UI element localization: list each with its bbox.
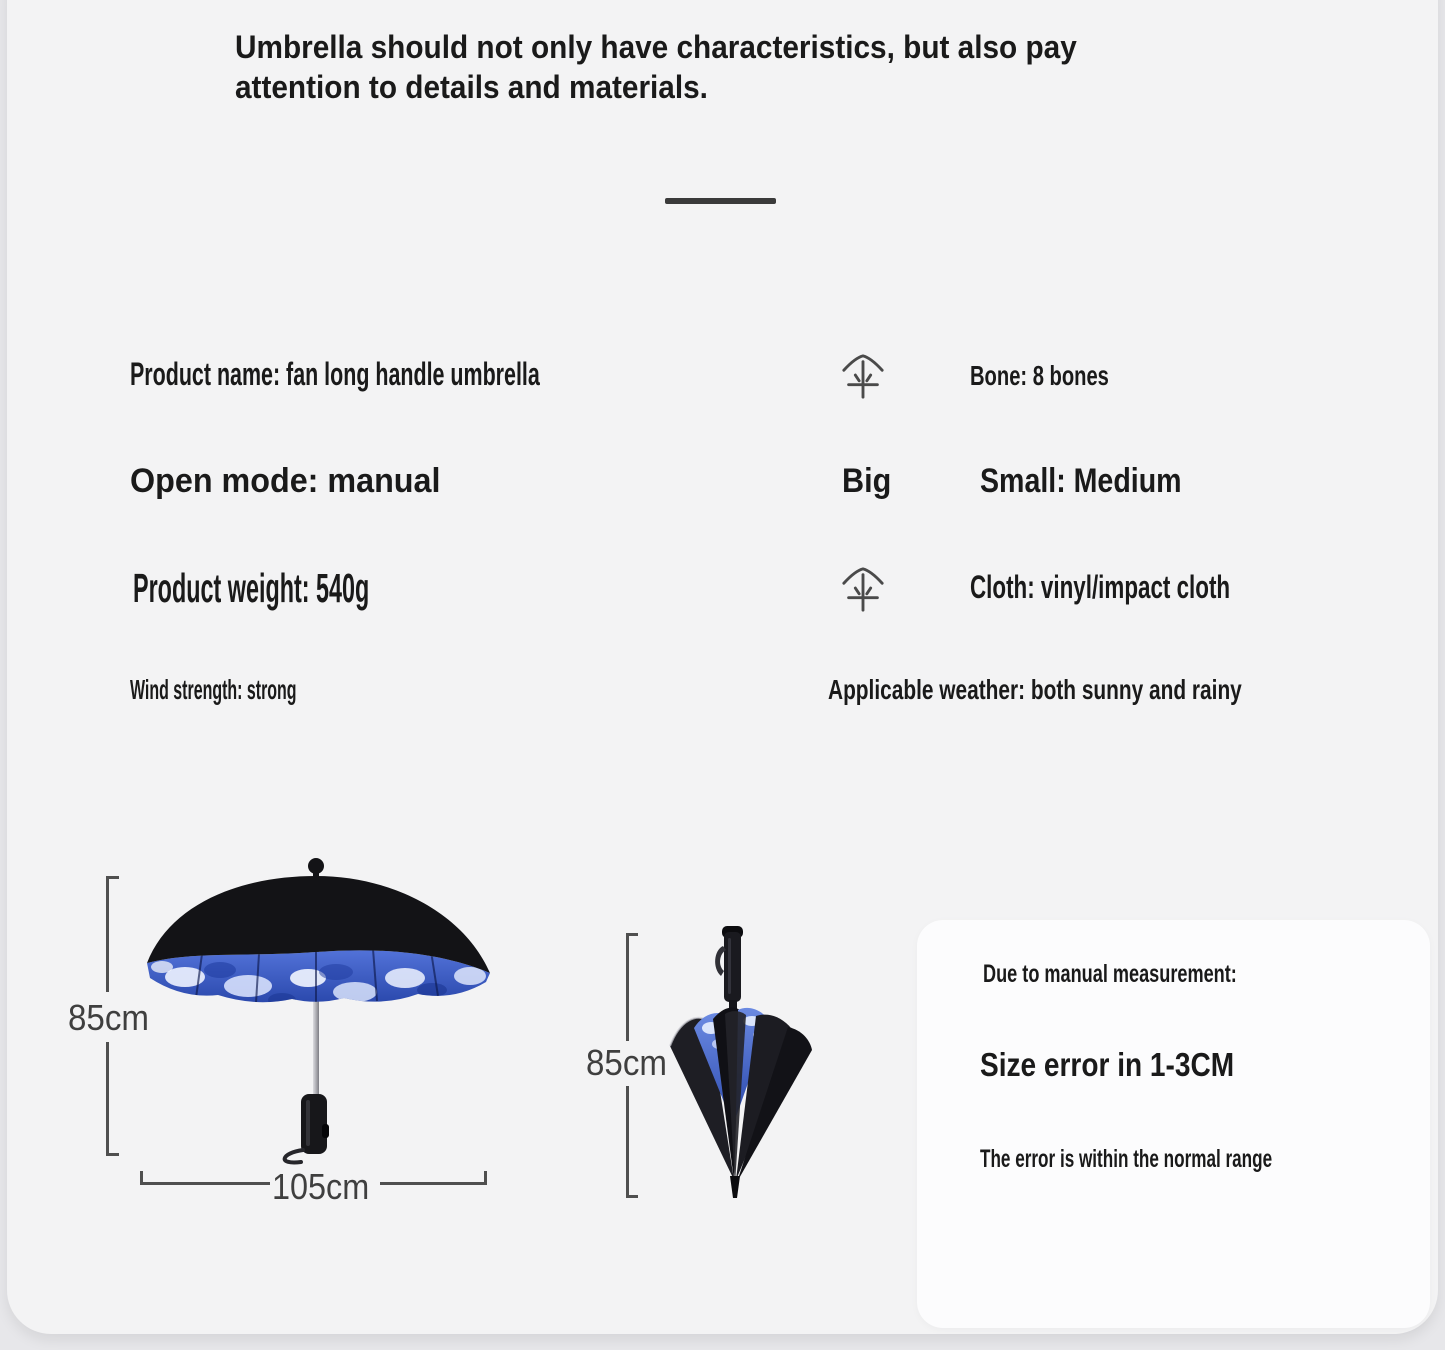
open-width-tick-right <box>484 1171 487 1184</box>
spec-size-small: Small: Medium <box>980 462 1182 500</box>
spec-bone: Bone: 8 bones <box>970 360 1109 391</box>
page-title-line-1: Umbrella should not only have characteristics, but also pay <box>235 29 1077 65</box>
spec-weight: Product weight: 540g <box>133 565 370 611</box>
open-width-line-right <box>380 1182 487 1185</box>
umbrella-strap <box>285 1150 303 1162</box>
closed-handle <box>724 932 741 1002</box>
note-line-2: Size error in 1-3CM <box>980 1046 1235 1083</box>
spec-open-mode: Open mode: manual <box>130 462 441 500</box>
closed-height-tick-bottom <box>626 1195 638 1198</box>
umbrella-handle <box>301 1094 327 1154</box>
open-height-tick-bottom <box>106 1153 119 1156</box>
closed-umbrella-tip <box>730 1176 740 1198</box>
open-width-line-left <box>140 1182 270 1185</box>
closed-height-label: 85cm <box>586 1042 667 1083</box>
spec-wind-strength: Wind strength: strong <box>130 674 297 705</box>
open-height-label: 85cm <box>68 997 149 1038</box>
open-height-line-lower <box>106 1042 109 1156</box>
note-line-1: Due to manual measurement: <box>983 960 1237 988</box>
closed-height-line-lower <box>626 1086 629 1198</box>
note-line-3: The error is within the normal range <box>980 1145 1273 1173</box>
title-divider <box>665 198 776 204</box>
page-title-line-2: attention to details and materials. <box>235 69 708 105</box>
closed-height-line-upper <box>626 933 629 1041</box>
spec-size-big-label: Big <box>842 462 892 500</box>
spec-product-name: Product name: fan long handle umbrella <box>130 356 540 392</box>
open-height-line-upper <box>106 876 109 992</box>
umbrella-kanji-icon <box>840 565 886 613</box>
umbrella-kanji-icon <box>840 352 886 400</box>
spec-cloth: Cloth: vinyl/impact cloth <box>970 569 1231 605</box>
spec-applicable-weather: Applicable weather: both sunny and rainy <box>828 674 1242 705</box>
open-width-label: 105cm <box>272 1166 370 1207</box>
